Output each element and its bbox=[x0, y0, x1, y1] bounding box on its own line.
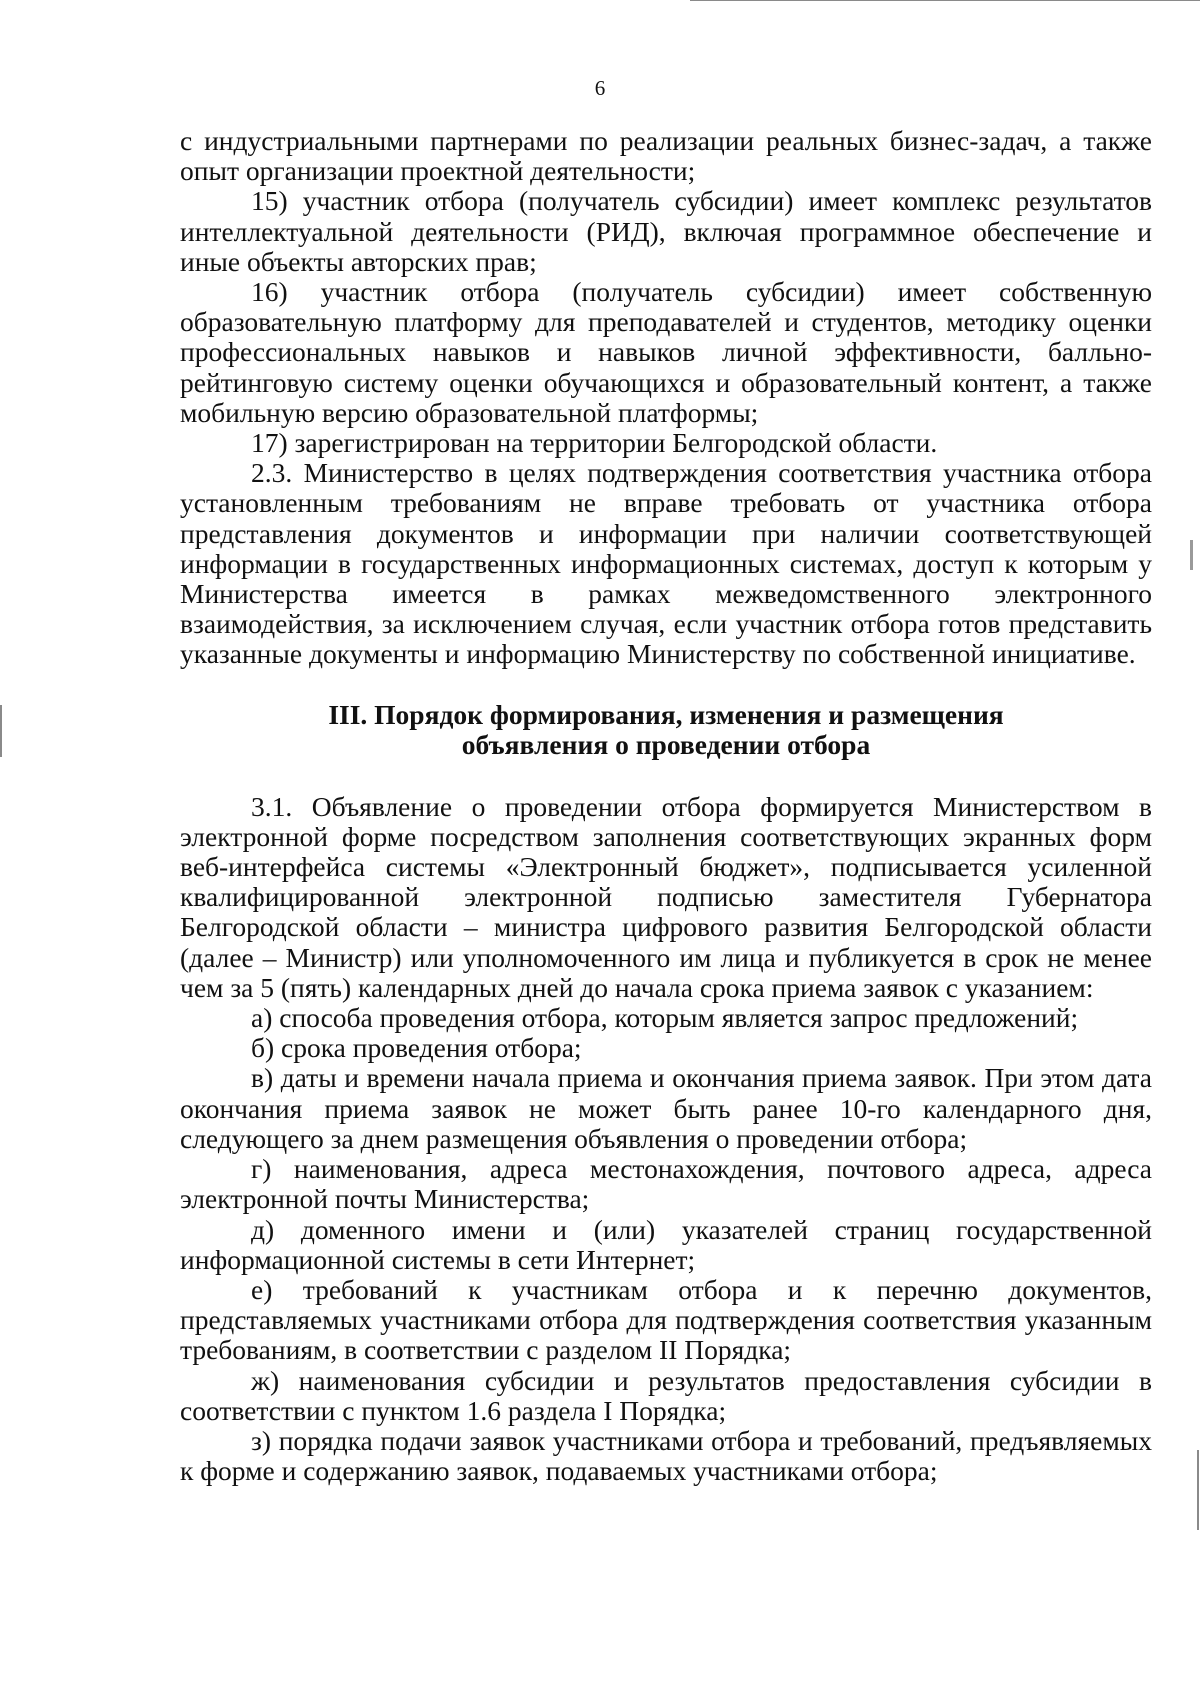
paragraph-item-17: 17) зарегистрирован на территории Белгородской области. bbox=[251, 427, 938, 459]
scan-edge-left bbox=[0, 705, 2, 757]
scan-edge-right bbox=[1197, 1450, 1199, 1530]
paragraph-continuation: с индустриальными партнерами по реализации реальных бизнес-задач, а также опыт организации проектной деятельности; bbox=[180, 125, 1152, 187]
section-heading-line-1: III. Порядок формирования, изменения и размещения bbox=[328, 698, 1004, 730]
paragraph-item-16: 16) участник отбора (получатель субсидии) имеет собственную образовательную платформу для преподавателей и студентов, методику оценки профессиональных навыков и навыков личной эффективности, балльно-рейтинговую систему оценки обучающихся и образовательный контент, а также мобильную версию образовательной платформы; bbox=[180, 276, 1152, 428]
list-item-g: г) наименования, адреса местонахождения, почтового адреса, адреса электронной почты Министерства; bbox=[180, 1153, 1152, 1215]
list-item-a: а) способа проведения отбора, которым является запрос предложений; bbox=[251, 1002, 1079, 1034]
scan-edge-top bbox=[690, 0, 1200, 1]
page-number: 6 bbox=[594, 76, 606, 100]
list-item-zh: ж) наименования субсидии и результатов предоставления субсидии в соответствии с пунктом 1.6 раздела I Порядка; bbox=[180, 1364, 1152, 1426]
scan-mark-right bbox=[1190, 540, 1193, 570]
section-heading bbox=[180, 700, 1152, 761]
list-item-z: з) порядка подачи заявок участниками отбора и требований, предъявляемых к форме и содержанию заявок, подаваемых участниками отбора; bbox=[180, 1424, 1152, 1487]
list-item-v: в) даты и времени начала приема и окончания приема заявок. При этом дата окончания приема заявок не может быть ранее 10-го календарного дня, следующего за днем размещения объявления о проведении отбора; bbox=[180, 1062, 1152, 1154]
list-item-d: д) доменного имени и (или) указателей страниц государственной информационной системы в сети Интернет; bbox=[180, 1213, 1152, 1275]
document-body bbox=[180, 126, 1152, 1486]
paragraph-2-3: 2.3. Министерство в целях подтверждения соответствия участника отбора установленным требованиям не вправе требовать от участника отбора представления документов и информации при наличии соответствующей информации в государственных информационных системах, доступ к которым у Министерства имеется в рамках межведомственного электронного взаимодействия, за исключением случая, если участник отбора готов представить указанные документы и информацию Министерству по собственной инициативе. bbox=[180, 457, 1152, 670]
list-item-b: б) срока проведения отбора; bbox=[251, 1032, 582, 1064]
list-item-e: е) требований к участникам отбора и к перечню документов, представляемых участниками отбора для подтверждения соответствия указанным требованиям, в соответствии с разделом II Порядка; bbox=[180, 1273, 1152, 1366]
section-heading-line-2: объявления о проведении отбора bbox=[461, 729, 871, 761]
paragraph-3-1: 3.1. Объявление о проведении отбора формируется Министерством в электронной форме посредством заполнения соответствующих экранных форм веб-интерфейса системы «Электронный бюджет», подписывается усиленной квалифицированной электронной подписью заместителя Губернатора Белгородской области – министра цифрового развития Белгородской области (далее – Министр) или уполномоченного им лица и публикуется в срок не менее чем за 5 (пять) календарных дней до начала срока приема заявок с указанием: bbox=[180, 790, 1152, 1003]
paragraph-item-15: 15) участник отбора (получатель субсидии) имеет комплекс результатов интеллектуальной деятельности (РИД), включая программное обеспечение и иные объекты авторских прав; bbox=[180, 185, 1152, 277]
